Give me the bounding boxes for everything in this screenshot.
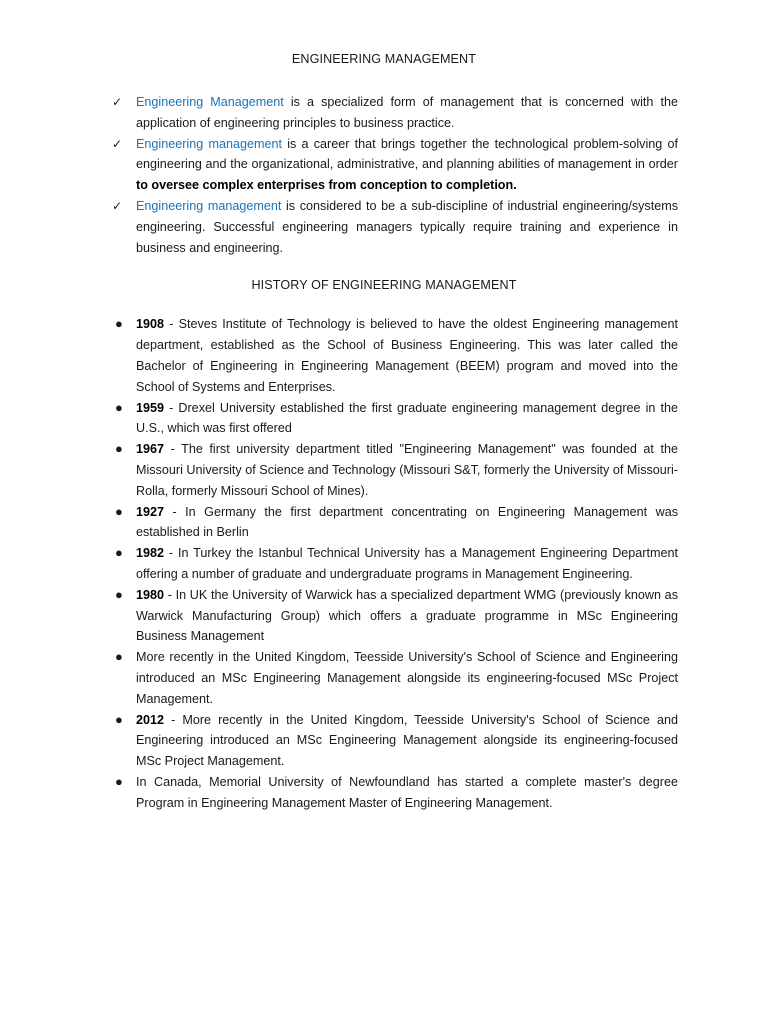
bullet-icon: ● (115, 441, 123, 457)
history-year: 2012 (136, 712, 165, 727)
definition-text: is considered to be a sub-discipline of industrial engineering/systems engineering. Successful engineering managers typically require training and experience in business and engineering. (136, 198, 678, 255)
history-text: In Canada, Memorial University of Newfoundland has started a complete master's degree Program in Engineering Management Master of Engineering Management. (136, 774, 678, 810)
definitions-list (0, 92, 768, 258)
definition-emphasis: to oversee complex enterprises from conception to completion. (136, 178, 517, 193)
page-title: ENGINEERING MANAGEMENT (291, 52, 477, 66)
history-item (0, 502, 768, 544)
history-year: 1908 (136, 317, 165, 332)
bullet-icon: ● (115, 503, 123, 519)
definition-term: Engineering management (136, 136, 282, 151)
history-text: More recently in the United Kingdom, Teesside University's School of Science and Engineering introduced an MSc Engineering Management alongside its engineering-focused MSc Project Management. (136, 650, 678, 706)
history-text: - In Turkey the Istanbul Technical University has a Management Engineering Department offering a number of graduate and undergraduate programs in Management Engineering. (136, 546, 678, 581)
definition-text: is a specialized form of management that is concerned with the application of engineering principles to business practice. (136, 95, 678, 130)
history-list (0, 314, 768, 813)
history-year: 1959 (136, 400, 165, 415)
history-title: HISTORY OF ENGINEERING MANAGEMENT (251, 278, 517, 293)
definition-item (0, 196, 768, 258)
history-text: - More recently in the United Kingdom, Teesside University's School of Science and Engineering introduced an MSc Engineering Management alongside its engineering-focused MSc Project Management. (136, 712, 678, 769)
history-text: - Steves Institute of Technology is believed to have the oldest Engineering management department, established as the School of Business Engineering. This was later called the Bachelor of Engineering in Engineering Management (BEEM) program and moved into the School of Systems and Enterprises. (136, 317, 678, 394)
bullet-icon: ● (115, 545, 123, 561)
history-item (0, 647, 768, 709)
history-text: - Drexel University established the first graduate engineering management degree in the U.S., which was first offered (136, 400, 678, 436)
history-item (0, 710, 768, 772)
history-item (0, 585, 768, 647)
bullet-icon: ● (115, 711, 123, 727)
history-year: 1980 (136, 587, 165, 602)
history-item (0, 439, 768, 501)
history-text: - In UK the University of Warwick has a specialized department WMG (previously known as Warwick Manufacturing Group) which offers a graduate programme in MSc Engineering Business Management (136, 587, 678, 644)
history-item (0, 543, 768, 585)
history-year: 1982 (136, 546, 165, 561)
bullet-icon: ● (115, 586, 123, 602)
bullet-icon: ● (115, 316, 123, 332)
history-text: - In Germany the first department concentrating on Engineering Management was established in Berlin (136, 504, 678, 540)
bullet-icon: ● (115, 773, 123, 789)
history-text: - The first university department titled "Engineering Management" was founded at the Missouri University of Science and Technology (Missouri S&T, formerly the University of Missouri-Rolla, formerly Missouri School of Mines). (136, 442, 678, 498)
checkmark-icon: ✓ (112, 95, 123, 109)
history-item (0, 772, 768, 814)
history-year: 1967 (136, 442, 165, 457)
bullet-icon: ● (115, 649, 123, 665)
checkmark-icon: ✓ (112, 198, 123, 213)
history-item (0, 314, 768, 397)
definition-item (0, 134, 768, 196)
definition-item (0, 92, 768, 134)
bullet-icon: ● (115, 399, 123, 415)
history-item (0, 398, 768, 440)
definition-text: is a career that brings together the technological problem-solving of engineering and the organizational, administrative, and planning abilities of management in order (136, 136, 678, 172)
definition-term: Engineering management (136, 198, 282, 213)
checkmark-icon: ✓ (112, 136, 123, 151)
definition-term: Engineering Management (136, 95, 284, 109)
history-year: 1927 (136, 504, 165, 519)
